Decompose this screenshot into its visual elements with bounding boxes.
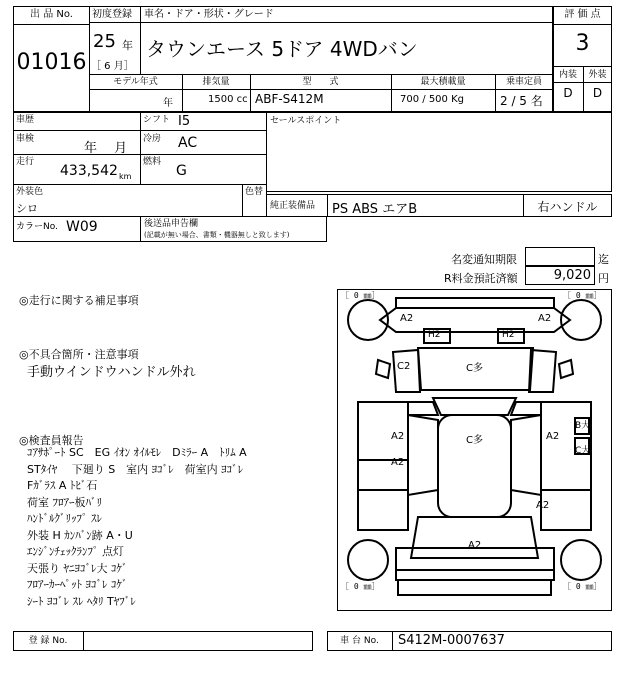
car-name: タウンエース 5ドア 4WDバン: [146, 37, 418, 61]
reg-year-unit: 年: [122, 39, 133, 52]
name-change-label: 名変通知期限: [451, 253, 517, 266]
shift-value: I5: [178, 114, 191, 129]
color-no-label: カラーNo.: [16, 222, 58, 232]
mark-front-left: A2: [400, 313, 414, 324]
mark-headlight-left: H2: [428, 330, 441, 340]
exterior-grade: D: [592, 86, 603, 100]
mileage-label: 走行: [16, 157, 35, 167]
damage-diagram: [337, 289, 612, 611]
shift-label: シフト: [143, 115, 171, 125]
displacement-label: 排気量: [202, 77, 230, 87]
tire-front-left-icon: [348, 300, 388, 340]
model-year-unit: 年: [163, 98, 173, 109]
recycle-value: 9,020: [553, 268, 591, 283]
max-load-label: 最大積載量: [420, 77, 466, 87]
interior-grade: D: [563, 86, 573, 100]
mark-right-door: A2: [546, 431, 560, 442]
ac-value: AC: [178, 135, 198, 151]
lot-label: 出 品 No.: [30, 9, 73, 20]
inspector-heading: ◎検査員報告: [19, 434, 84, 447]
displacement-value: 1500 cc: [208, 94, 248, 105]
type-value: ABF-S412M: [255, 92, 324, 106]
sales-point-label: セールスポイント: [270, 116, 342, 126]
capacity-label: 乗車定員: [505, 77, 542, 87]
type-label: 型 式: [302, 77, 339, 87]
grade-label: 評 価 点: [564, 9, 601, 20]
inspector-line: ﾌﾛｱｰｶｰﾍﾟｯﾄ ﾖｺﾞﾚ ｺｹﾞ: [27, 578, 128, 591]
inspector-line: Fｶﾞﾗｽ A ﾄﾋﾞ石: [27, 479, 98, 492]
mark-roof: C多: [466, 435, 483, 446]
mark-hood: C多: [466, 363, 483, 374]
inspector-line: 外装 H ｶﾝﾊﾞﾝ跡 A・U: [27, 528, 133, 542]
mark-right-rear: A2: [536, 500, 550, 511]
equipment-label: 純正装備品: [270, 201, 316, 211]
inspector-line: ｺｱｻﾎﾟｰﾄ SC EG ｲｵﾝ ｵｲﾙﾓﾚ Dﾐﾗｰ A ﾄﾘﾑ A: [27, 446, 247, 459]
mark-left-door-rear: A2: [391, 457, 405, 468]
lot-number: 01016: [16, 50, 87, 75]
car-outline-graphic: [338, 290, 611, 610]
color-no-value: W09: [66, 219, 98, 235]
exterior-color-value: シロ: [16, 202, 38, 215]
mark-left-door-front: A2: [391, 431, 405, 442]
ac-label: 冷房: [143, 134, 162, 144]
max-load-value: 700 / 500 Kg: [400, 94, 464, 105]
history-label: 車歴: [16, 115, 35, 125]
mark-right-rear-c: C大: [575, 446, 591, 456]
inspector-line: ｴﾝｼﾞﾝﾁｪｯｸﾗﾝﾌﾟ 点灯: [27, 545, 124, 558]
recycle-label: R料金預託済額: [444, 272, 518, 285]
aftermarket-note: (記載が無い場合、書類・機器無しと致します): [144, 231, 290, 239]
tire-label-rr: ［ 0 ㎜］: [563, 582, 602, 591]
equipment-value: PS ABS エアB: [332, 202, 418, 217]
tire-rear-left-icon: [348, 540, 388, 580]
recycle-unit: 円: [598, 272, 609, 285]
exterior-color-box: [13, 184, 267, 217]
inspector-line: ｼｰﾄ ﾖｺﾞﾚ ｽﾚ ﾍﾀﾘ Tﾔﾌﾞﾚ: [27, 594, 136, 608]
mileage-value: 433,542: [60, 163, 118, 179]
chassis-label: 車 台 No.: [340, 636, 379, 646]
tire-rear-right-icon: [561, 540, 601, 580]
interior-label: 内装: [558, 70, 577, 80]
grade-value: 3: [575, 31, 590, 56]
inspection-label: 車検: [16, 134, 35, 144]
exterior-label: 外装: [588, 70, 607, 80]
mark-left-front: C2: [397, 361, 411, 372]
capacity-value: 2 / 5 名: [500, 94, 543, 108]
mark-front-right: A2: [538, 313, 552, 324]
defects-text: 手動ウインドウハンドル外れ: [27, 365, 196, 380]
fuel-label: 燃料: [143, 157, 162, 167]
inspector-line: 天張り ﾔﾆﾖｺﾞﾚ大 ｺｹﾞ: [27, 561, 128, 575]
inspection-value: 年 月: [84, 141, 128, 156]
tire-label-fr: ［ 0 ㎜］: [563, 291, 602, 300]
reg-month: ［ 6 月］: [91, 61, 134, 72]
tire-label-rl: ［ 0 ㎜］: [341, 582, 380, 591]
mark-rear-gate: A2: [468, 540, 482, 551]
first-reg-label: 初度登録: [92, 9, 132, 20]
tire-front-right-icon: [561, 300, 601, 340]
mark-headlight-right: H2: [502, 330, 515, 340]
reg-year: 25: [93, 31, 116, 52]
model-year-label: モデル年式: [113, 77, 158, 87]
name-change-unit: 迄: [598, 253, 609, 266]
tire-label-fl: ［ 0 ㎜］: [341, 291, 380, 300]
chassis-number: S412M-0007637: [398, 633, 505, 648]
inspector-line: STﾀｲﾔ 下廻り S 室内 ﾖｺﾞﾚ 荷室内 ﾖｺﾞﾚ: [27, 462, 244, 476]
mileage-unit: km: [119, 172, 132, 181]
fuel-value: G: [176, 163, 187, 179]
aftermarket-label: 後送品申告欄: [144, 219, 199, 229]
driving-heading: ◎走行に関する補足事項: [19, 294, 139, 307]
inspector-line: 荷室 ﾌﾛｱｰ板ﾊﾞﾘ: [27, 495, 102, 509]
name-change-box: [525, 247, 595, 266]
steering-value: 右ハンドル: [537, 200, 598, 214]
defects-heading: ◎不具合箇所・注意事項: [19, 348, 139, 361]
mark-right-rear-b: B大: [575, 421, 591, 431]
color-change-label: 色替: [245, 187, 264, 197]
registration-label: 登 録 No.: [28, 636, 68, 646]
inspector-line: ﾊﾝﾄﾞﾙｸﾞﾘｯﾌﾟ ｽﾚ: [27, 512, 102, 525]
car-name-label: 車名・ドア・形状・グレード: [144, 9, 274, 20]
exterior-color-label: 外装色: [16, 187, 44, 197]
